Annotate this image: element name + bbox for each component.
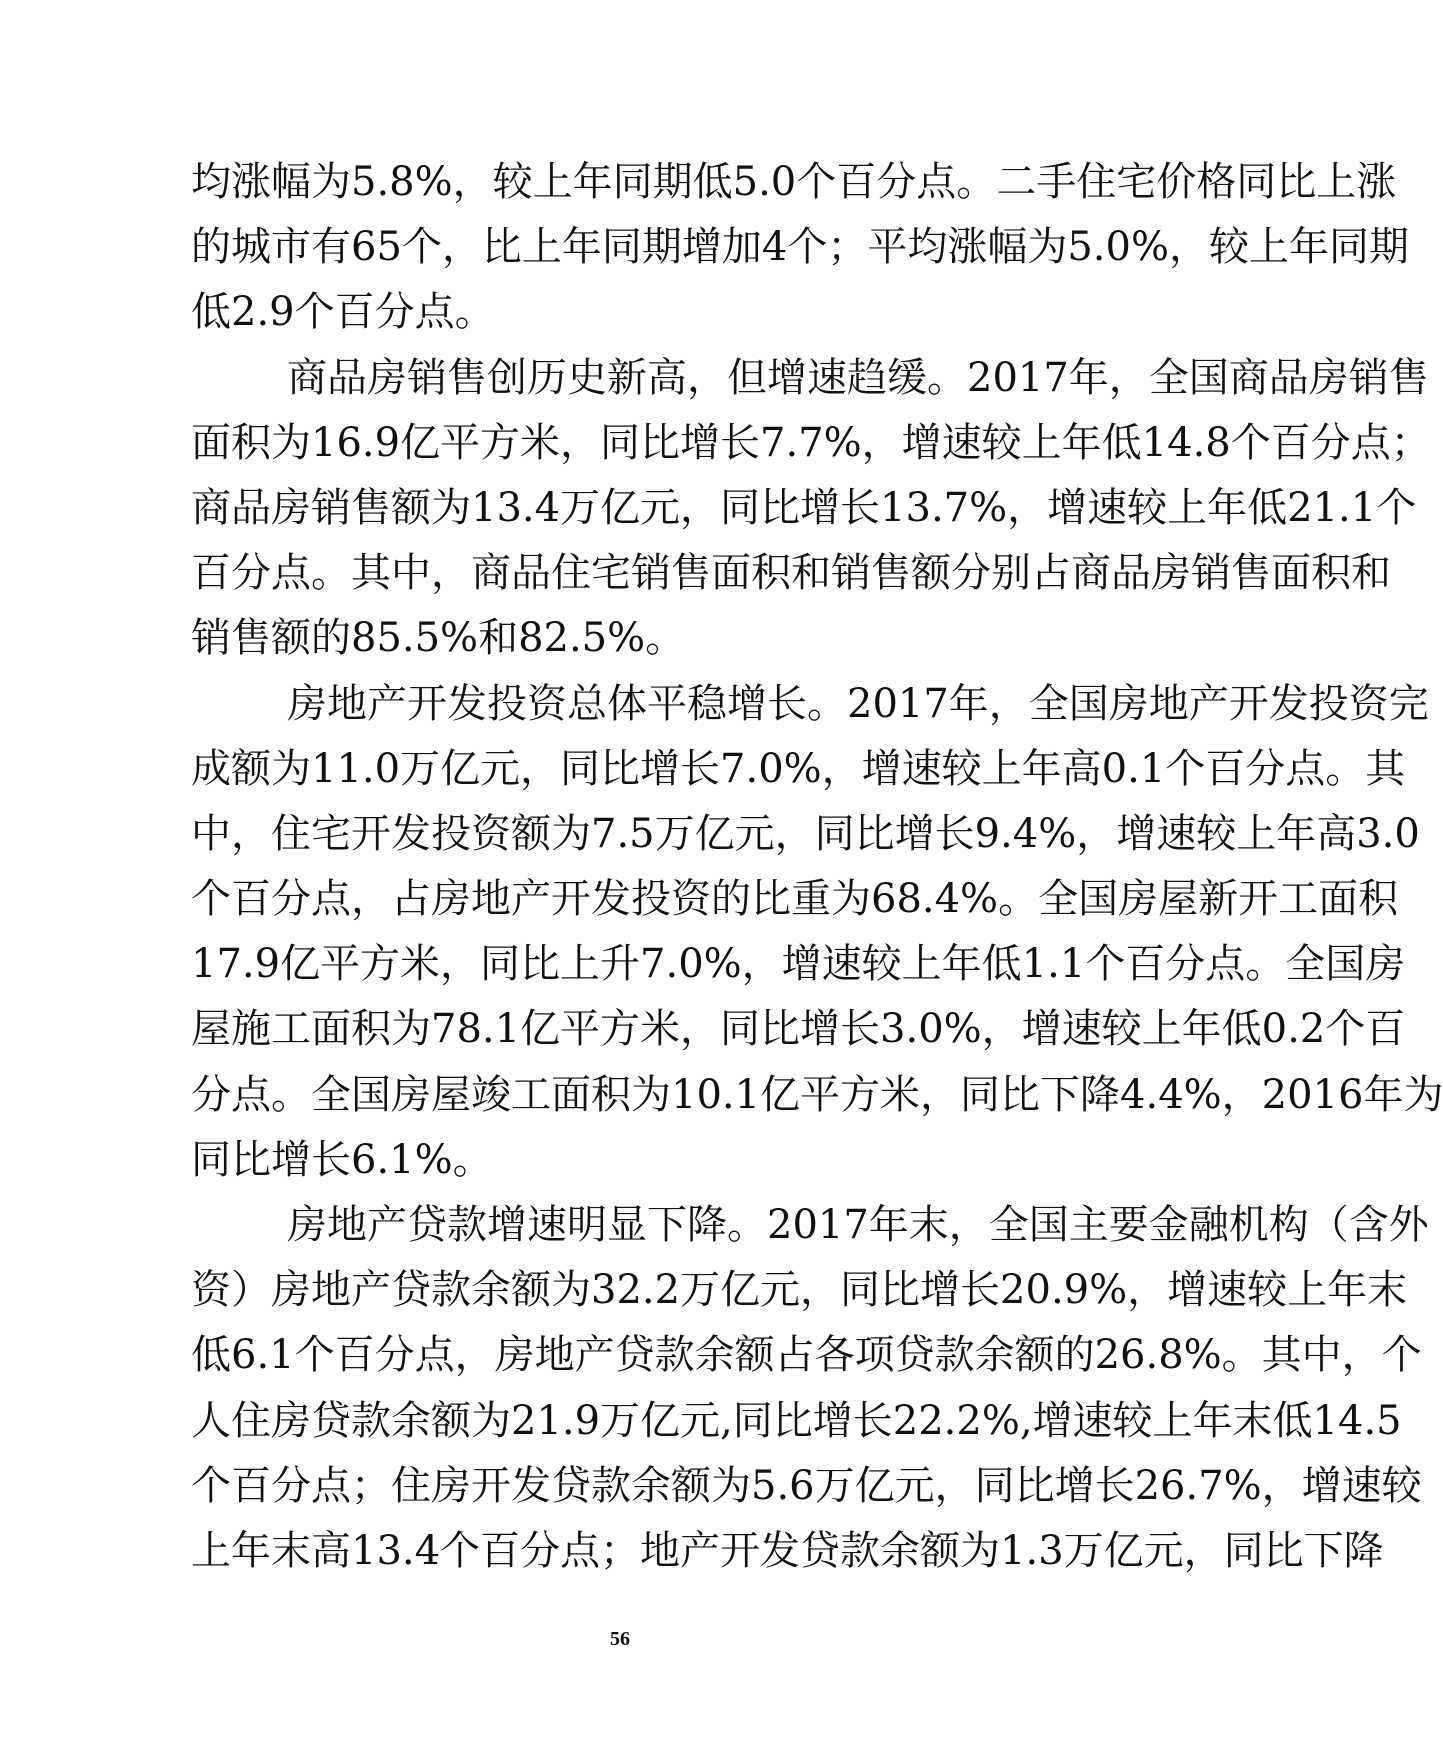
text-line: 资）房地产贷款余额为32.2万亿元，同比增长20.9%，增速较上年末 bbox=[191, 1267, 1408, 1314]
text-line: 中，住宅开发投资额为7.5万亿元，同比增长9.4%，增速较上年高3.0 bbox=[191, 810, 1420, 857]
text-line: 个百分点；住房开发贷款余额为5.6万亿元，同比增长26.7%，增速较 bbox=[191, 1462, 1422, 1509]
text-line: 低6.1个百分点，房地产贷款余额占各项贷款余额的26.8%。其中，个 bbox=[191, 1332, 1422, 1379]
text-line: 成额为11.0万亿元，同比增长7.0%，增速较上年高0.1个百分点。其 bbox=[191, 745, 1406, 792]
paragraph bbox=[191, 672, 1443, 1194]
text-line: 百分点。其中，商品住宅销售面积和销售额分别占商品房销售面积和 bbox=[191, 550, 1391, 597]
text-line: 同比增长6.1%。 bbox=[191, 1136, 493, 1183]
text-line: 房地产贷款增速明显下降。2017年末，全国主要金融机构（含外 bbox=[287, 1202, 1429, 1248]
text-line: 均涨幅为5.8%，较上年同期低5.0个百分点。二手住宅价格同比上涨 bbox=[191, 159, 1397, 205]
text-line: 人住房贷款余额为21.9万亿元,同比增长22.2%,增速较上年末低14.5 bbox=[191, 1397, 1402, 1444]
text-line: 的城市有65个，比上年同期增加4个；平均涨幅为5.0%，较上年同期 bbox=[191, 224, 1409, 271]
text-line: 个百分点，占房地产开发投资的比重为68.4%。全国房屋新开工面积 bbox=[191, 876, 1399, 923]
paragraph bbox=[191, 150, 1409, 346]
page-number: 56 bbox=[610, 1628, 630, 1650]
text-line: 屋施工面积为78.1亿平方米，同比增长3.0%，增速较上年低0.2个百 bbox=[191, 1006, 1406, 1053]
text-line: 低2.9个百分点。 bbox=[191, 289, 495, 336]
text-line: 销售额的85.5%和82.5%。 bbox=[191, 615, 686, 662]
text-line: 房地产开发投资总体平稳增长。2017年，全国房地产开发投资完 bbox=[287, 680, 1429, 727]
paragraph bbox=[191, 346, 1431, 672]
text-line: 17.9亿平方米，同比上升7.0%，增速较上年低1.1个百分点。全国房 bbox=[191, 941, 1406, 988]
text-line: 商品房销售额为13.4万亿元，同比增长13.7%，增速较上年低21.1个 bbox=[191, 484, 1417, 531]
text-line: 分点。全国房屋竣工面积为10.1亿平方米，同比下降4.4%，2016年为 bbox=[191, 1071, 1443, 1118]
body-text bbox=[191, 150, 1443, 1584]
text-line: 面积为16.9亿平方米，同比增长7.7%，增速较上年低14.8个百分点； bbox=[191, 419, 1431, 466]
text-line: 商品房销售创历史新高，但增速趋缓。2017年，全国商品房销售 bbox=[287, 354, 1429, 401]
text-line: 上年末高13.4个百分点；地产开发贷款余额为1.3万亿元，同比下降 bbox=[191, 1527, 1384, 1574]
paragraph bbox=[191, 1193, 1429, 1584]
